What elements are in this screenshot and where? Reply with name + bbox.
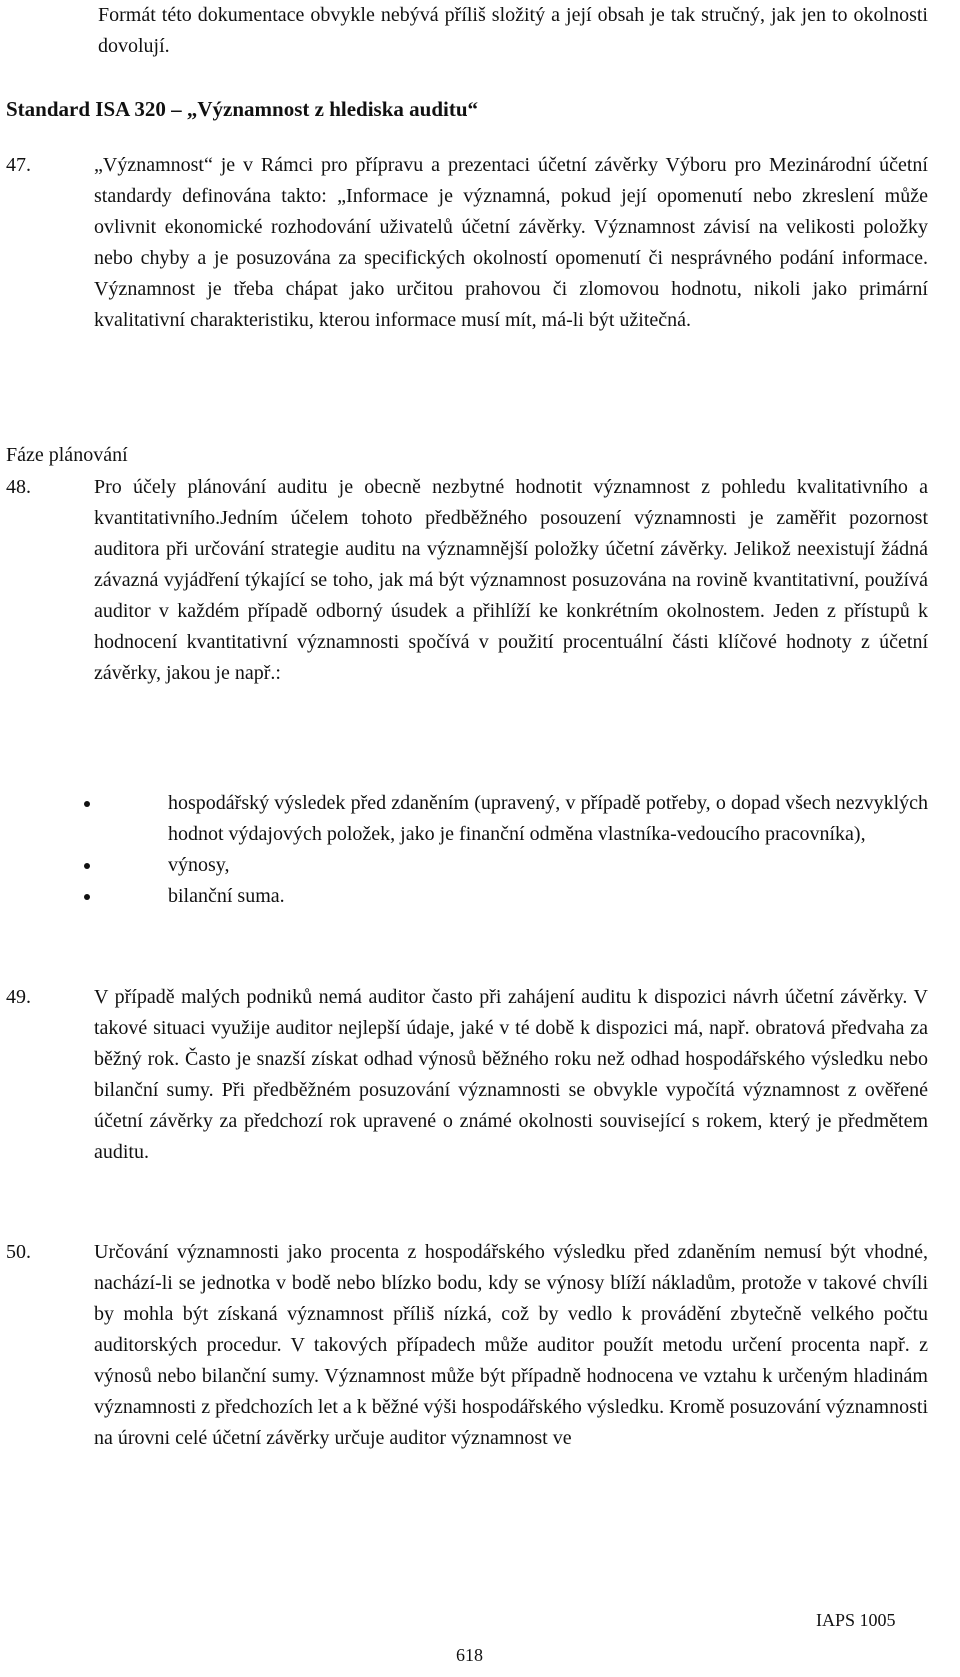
paragraph-text: Určování významnosti jako procenta z hospodářského výsledku před zdaněním nemusí být vhodné, nachází-li se jednotka v bodě nebo blízko bodu, kdy se výnosy blíží nákladům, protože v takové chvíli by mohla být získaná významnost příliš nízká, což by vedlo k provádění zbytečně velkého počtu auditorských procedur. V takových případech může auditor použít metodu určení procenta např. z výnosů nebo bilanční sumy. Významnost může být případně hodnocena ve vztahu k určeným hladinám významnosti z předchozích let a k běžné výši hospodářského výsledku. Kromě posuzování významnosti na úrovni celé účetní závěrky určuje auditor významnost ve bbox=[94, 1241, 928, 1449]
intro-paragraph: Formát této dokumentace obvykle nebývá příliš složitý a její obsah je tak stručný, jak jen to okolnosti dovolují. bbox=[98, 4, 928, 57]
paragraph-50 bbox=[6, 1237, 928, 1454]
page-number: 618 bbox=[456, 1645, 483, 1665]
paragraph-text: V případě malých podniků nemá auditor často při zahájení auditu k dispozici návrh účetní závěrky. V takové situaci využije auditor nejlepší údaje, jaké v té době k dispozici má, např. obratová předvaha za běžný rok. Často je snazší získat odhad výnosů běžného roku než odhad hospodářského výsledku nebo bilanční sumy. Při předběžném posuzování významnosti se obvykle vypočítá významnost z ověřené účetní závěrky za předchozí rok upravené o známé okolnosti související s rokem, který je předmětem auditu. bbox=[94, 986, 928, 1163]
document-code: IAPS 1005 bbox=[816, 1610, 896, 1630]
list-item bbox=[80, 850, 928, 881]
paragraph-number: 47. bbox=[6, 154, 31, 176]
list-item-text: výnosy, bbox=[168, 854, 230, 876]
paragraph-47 bbox=[6, 150, 928, 336]
bullet-list bbox=[80, 788, 928, 912]
phase-heading: Fáze plánování bbox=[6, 444, 128, 466]
list-item bbox=[80, 788, 928, 850]
list-item-text: bilanční suma. bbox=[168, 885, 285, 907]
list-item-text: hospodářský výsledek před zdaněním (upravený, v případě potřeby, o dopad všech nezvyklých hodnot výdajových položek, jako je finanční odměna vlastníka-vedoucího pracovníka), bbox=[168, 792, 928, 845]
section-heading: Standard ISA 320 – „Významnost z hlediska auditu“ bbox=[6, 97, 479, 121]
paragraph-number: 50. bbox=[6, 1241, 31, 1263]
paragraph-text: „Významnost“ je v Rámci pro přípravu a prezentaci účetní závěrky Výboru pro Mezinárodní účetní standardy definována takto: „Informace je významná, pokud její opomenutí nebo zkreslení může ovlivnit ekonomické rozhodování uživatelů účetní závěrky. Významnost závisí na velikosti položky nebo chyby a je posuzována za specifických okolností opomenutí či nesprávného podání informace. Významnost je třeba chápat jako určitou prahovou či zlomovou hodnotu, nikoli jako primární kvalitativní charakteristiku, kterou informace musí mít, má-li být užitečná. bbox=[94, 154, 928, 331]
paragraph-text: Pro účely plánování auditu je obecně nezbytné hodnotit významnost z pohledu kvalitativního a kvantitativního.Jedním účelem tohoto předběžného posouzení významnosti je zaměřit pozornost auditora při určování strategie auditu na významnější položky účetní závěrky. Jelikož neexistují žádná závazná vyjádření týkající se toho, jak má být významnost posuzována na rovině kvantitativní, používá auditor v každém případě odborný úsudek a přihlíží ke konkrétním okolnostem. Jeden z přístupů k hodnocení kvantitativní významnosti spočívá v použití procentuální části klíčové hodnoty z účetní závěrky, jakou je např.: bbox=[94, 476, 928, 684]
bullet-icon bbox=[84, 863, 90, 869]
paragraph-49 bbox=[6, 982, 928, 1168]
paragraph-number: 48. bbox=[6, 476, 31, 498]
list-item bbox=[80, 881, 928, 912]
bullet-icon bbox=[84, 894, 90, 900]
bullet-icon bbox=[84, 801, 90, 807]
paragraph-48 bbox=[6, 472, 928, 689]
paragraph-number: 49. bbox=[6, 986, 31, 1008]
